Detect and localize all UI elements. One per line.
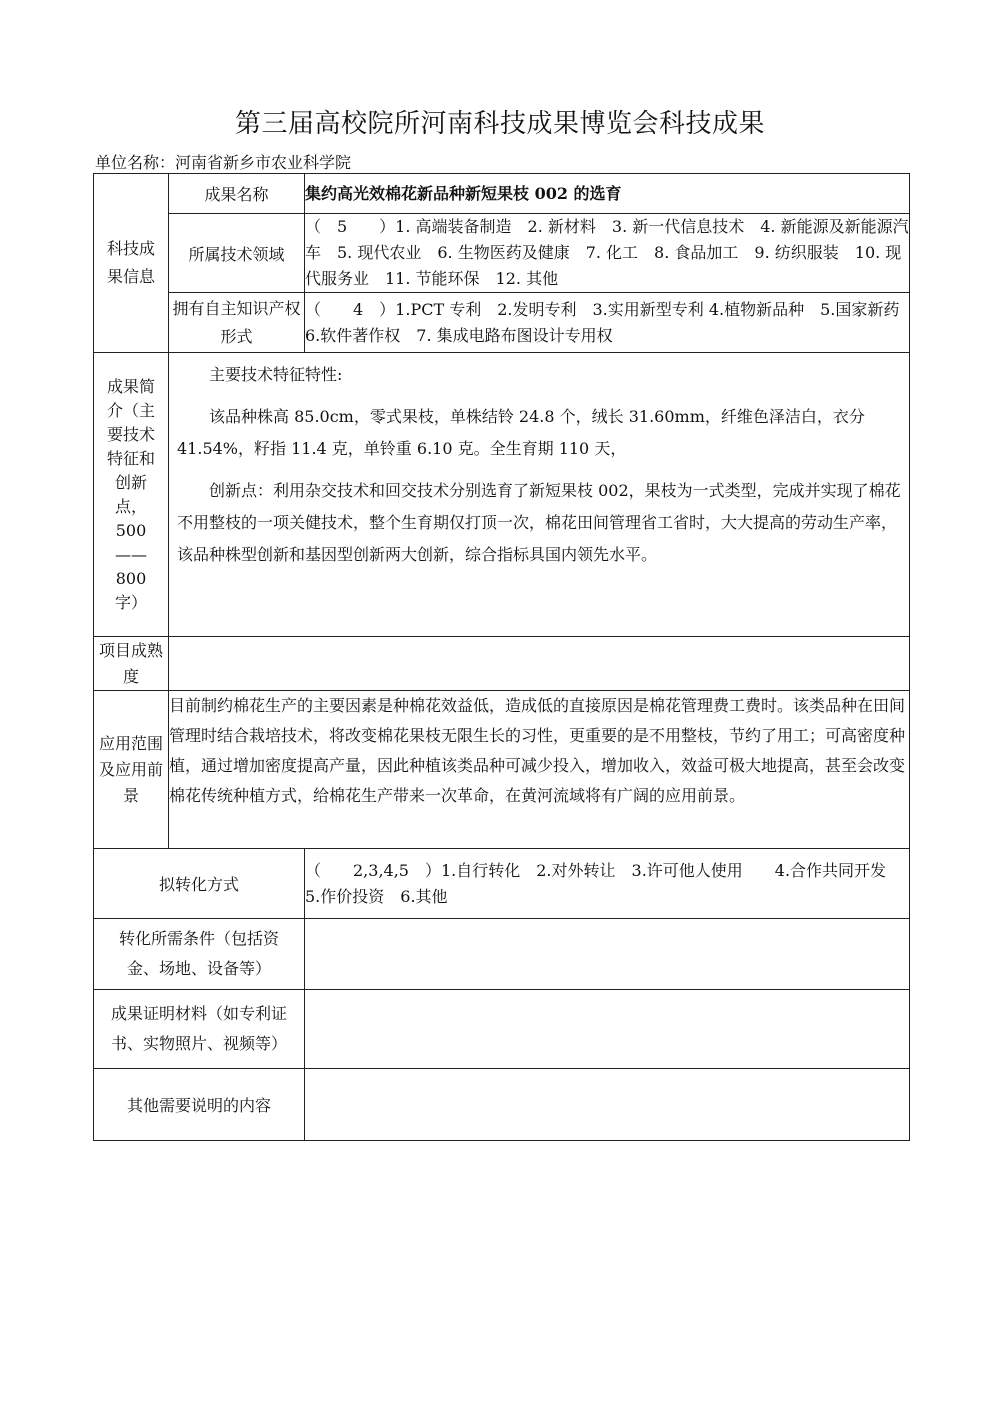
transfer-label: 拟转化方式 — [94, 849, 305, 919]
row-intro — [94, 353, 910, 637]
application-label: 应用范围及应用前景 — [94, 691, 169, 849]
conditions-value — [305, 919, 910, 990]
row-transfer — [94, 849, 910, 919]
tech-field-value: （ 5 ）1. 高端装备制造 2. 新材料 3. 新一代信息技术 4. 新能源及新能源汽车 5. 现代农业 6. 生物医药及健康 7. 化工 8. 食品加工 9. 纺织服装 10. 现代服务业 11. 节能环保 12. 其他 — [305, 214, 910, 293]
other-value — [305, 1069, 910, 1141]
conditions-label: 转化所需条件（包括资金、场地、设备等） — [94, 919, 305, 990]
tech-field-label: 所属技术领域 — [169, 214, 305, 293]
achievement-name-label: 成果名称 — [169, 174, 305, 214]
page-title: 第三届高校院所河南科技成果博览会科技成果 — [234, 109, 765, 139]
row-evidence — [94, 990, 910, 1069]
evidence-label: 成果证明材料（如专利证书、实物照片、视频等） — [94, 990, 305, 1069]
group-label-text: 科技成果信息 — [106, 239, 155, 286]
maturity-value — [169, 637, 910, 691]
application-value: 目前制约棉花生产的主要因素是种棉花效益低，造成低的直接原因是棉花管理费工费时。该类品种在田间管理时结合栽培技术，将改变棉花果枝无限生长的习性，更重要的是不用整枝，节约了用工；可高密度种植，通过增加密度提高产量，因此种植该类品种可减少投入，增加收入，效益可极大地提高，甚至会改变棉花传统种植方式，给棉花生产带来一次革命，在黄河流域将有广阔的应用前景。 — [169, 691, 910, 849]
maturity-label: 项目成熟度 — [94, 637, 169, 691]
row-achievement-name — [94, 174, 910, 214]
intro-label: 成果简介（主要技术特征和创新点，500——800字） — [94, 353, 169, 637]
intro-heading: 主要技术特征特性: — [209, 365, 343, 384]
unit-name: 单位名称：河南省新乡市农业科学院 — [95, 153, 352, 172]
ip-form-label: 拥有自主知识产权形式 — [169, 293, 305, 353]
other-label: 其他需要说明的内容 — [94, 1069, 305, 1141]
group-label — [94, 174, 169, 353]
intro-content — [169, 353, 910, 637]
ip-form-value: （ 4 ）1.PCT 专利 2.发明专利 3.实用新型专利 4.植物新品种 5.国家新药 6.软件著作权 7. 集成电路布图设计专用权 — [305, 293, 910, 353]
row-ip-form — [94, 293, 910, 353]
row-other — [94, 1069, 910, 1141]
achievement-form-table — [93, 173, 916, 1141]
intro-text — [169, 359, 909, 571]
intro-para-1: 该品种株高 85.0cm，零式果枝，单株结铃 24.8 个，绒长 31.60mm，纤维色泽洁白，衣分 41.54%，籽指 11.4 克，单铃重 6.10 克。全生育期 110 天， — [177, 407, 865, 458]
row-conditions — [94, 919, 910, 990]
row-application — [94, 691, 910, 849]
row-tech-field — [94, 214, 910, 293]
achievement-name-value: 集约高光效棉花新品种新短果枝 002 的选育 — [305, 174, 910, 214]
intro-para-2: 创新点：利用杂交技术和回交技术分别选育了新短果枝 002，果枝为一式类型，完成并实现了棉花不用整枝的一项关健技术，整个生育期仅打顶一次，棉花田间管理省工省时，大大提高的劳动生产率，该品种株型创新和基因型创新两大创新，综合指标具国内领先水平。 — [177, 481, 901, 564]
evidence-value — [305, 990, 910, 1069]
row-maturity — [94, 637, 910, 691]
transfer-value: （ 2,3,4,5 ）1.自行转化 2.对外转让 3.许可他人使用 4.合作共同开发 5.作价投资 6.其他 — [305, 849, 910, 919]
